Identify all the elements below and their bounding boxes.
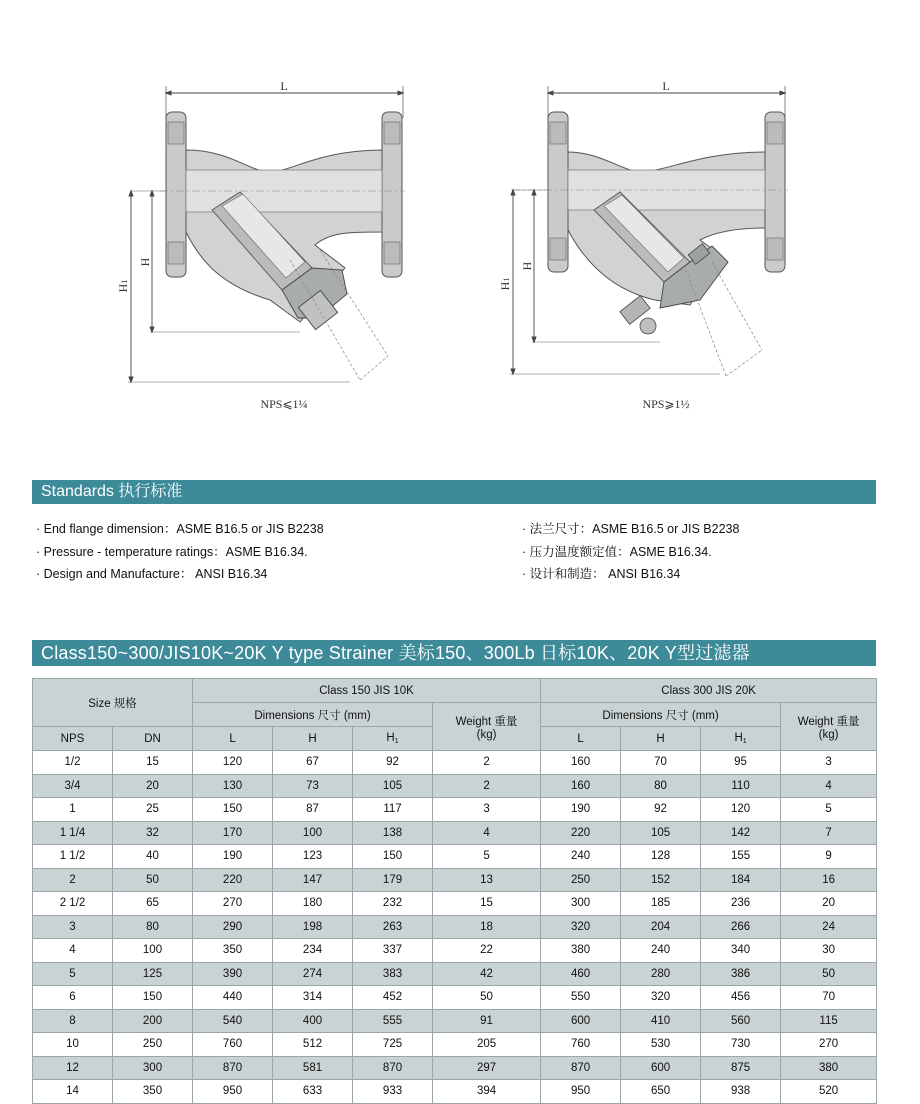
header-class300: Class 300 JIS 20K [541,679,877,703]
header-l-150: L [193,727,273,751]
cell-weight-150: 297 [433,1056,541,1080]
cell-l-150: 760 [193,1033,273,1057]
right-dim-l: L [662,79,670,93]
cell-dn: 350 [113,1080,193,1104]
standard-design-en: · Design and Manufacture： ANSI B16.34 [36,567,268,581]
header-weight-300: Weight 重量 (kg) [781,703,877,751]
header-dimensions-150: Dimensions 尺寸 (mm) [193,703,433,727]
cell-dn: 125 [113,962,193,986]
cell-l-150: 950 [193,1080,273,1104]
left-dim-l: L [280,79,288,93]
left-dim-h1: H1 [116,279,130,293]
cell-l-150: 220 [193,868,273,892]
cell-nps: 14 [33,1080,113,1104]
cell-l-300: 320 [541,915,621,939]
cell-dn: 65 [113,892,193,916]
cell-h-150: 67 [273,751,353,775]
cell-h-300: 600 [621,1056,701,1080]
cell-nps: 1 1/2 [33,845,113,869]
cell-weight-300: 50 [781,962,877,986]
cell-dn: 20 [113,774,193,798]
cell-h1-300: 110 [701,774,781,798]
standards-chinese-list [522,518,739,586]
cell-weight-150: 4 [433,821,541,845]
right-drawing [498,79,788,411]
cell-h1-300: 155 [701,845,781,869]
cell-l-300: 190 [541,798,621,822]
cell-h1-150: 383 [353,962,433,986]
cell-h1-150: 725 [353,1033,433,1057]
header-class150: Class 150 JIS 10K [193,679,541,703]
left-caption: NPS⩽1¼ [260,397,308,411]
table-row [33,774,877,798]
cell-weight-150: 5 [433,845,541,869]
table-row [33,868,877,892]
table-body [33,751,877,1104]
cell-l-300: 550 [541,986,621,1010]
cell-h1-150: 92 [353,751,433,775]
header-size: Size 规格 [33,679,193,727]
cell-h1-150: 179 [353,868,433,892]
cell-weight-150: 13 [433,868,541,892]
header-h-300: H [621,727,701,751]
cell-h1-150: 232 [353,892,433,916]
cell-h-150: 123 [273,845,353,869]
cell-h-150: 581 [273,1056,353,1080]
table-row [33,939,877,963]
header-nps: NPS [33,727,113,751]
cell-dn: 25 [113,798,193,822]
cell-nps: 6 [33,986,113,1010]
cell-h-150: 633 [273,1080,353,1104]
cell-weight-300: 5 [781,798,877,822]
cell-h-300: 105 [621,821,701,845]
cell-h1-300: 938 [701,1080,781,1104]
cell-h-300: 204 [621,915,701,939]
table-row [33,915,877,939]
cell-dn: 250 [113,1033,193,1057]
cell-l-300: 950 [541,1080,621,1104]
cell-l-150: 270 [193,892,273,916]
cell-h1-150: 138 [353,821,433,845]
table-row [33,845,877,869]
table-row [33,986,877,1010]
cell-l-150: 390 [193,962,273,986]
cell-weight-300: 16 [781,868,877,892]
table-row [33,1009,877,1033]
cell-h1-150: 150 [353,845,433,869]
cell-h1-300: 184 [701,868,781,892]
cell-l-300: 160 [541,751,621,775]
cell-h-150: 314 [273,986,353,1010]
cell-h-300: 128 [621,845,701,869]
standard-design-cn: · 设计和制造： ANSI B16.34 [522,567,681,581]
header-h1-300: H1 [701,727,781,751]
header-h1-150: H1 [353,727,433,751]
cell-l-300: 600 [541,1009,621,1033]
right-caption: NPS⩾1½ [642,397,690,411]
cell-dn: 15 [113,751,193,775]
table-title: Class150~300/JIS10K~20K Y type Strainer 美标150、300Lb 日标10K、20K Y型过滤器 [32,640,876,666]
header-dimensions-300: Dimensions 尺寸 (mm) [541,703,781,727]
cell-h1-300: 95 [701,751,781,775]
cell-h-300: 185 [621,892,701,916]
cell-h-300: 80 [621,774,701,798]
cell-l-300: 380 [541,939,621,963]
cell-weight-300: 115 [781,1009,877,1033]
cell-h-150: 234 [273,939,353,963]
cell-dn: 80 [113,915,193,939]
cell-h1-300: 120 [701,798,781,822]
cell-l-300: 160 [541,774,621,798]
cell-h1-150: 933 [353,1080,433,1104]
cell-h1-300: 560 [701,1009,781,1033]
cell-l-150: 440 [193,986,273,1010]
cell-weight-150: 394 [433,1080,541,1104]
cell-h1-150: 117 [353,798,433,822]
cell-weight-150: 2 [433,774,541,798]
cell-l-150: 150 [193,798,273,822]
table-row [33,798,877,822]
header-l-300: L [541,727,621,751]
table-row [33,1033,877,1057]
cell-nps: 5 [33,962,113,986]
cell-weight-300: 24 [781,915,877,939]
table-row [33,751,877,775]
left-drawing [116,79,405,411]
cell-h1-300: 340 [701,939,781,963]
cell-weight-150: 205 [433,1033,541,1057]
cell-weight-300: 3 [781,751,877,775]
standards-english-list [36,518,324,586]
header-weight-150: Weight 重量 (kg) [433,703,541,751]
cell-dn: 100 [113,939,193,963]
cell-h1-300: 456 [701,986,781,1010]
cell-nps: 3/4 [33,774,113,798]
table-row [33,1056,877,1080]
cell-l-300: 220 [541,821,621,845]
cell-h1-300: 236 [701,892,781,916]
standard-rating-en: · Pressure - temperature ratings：ASME B16.34. [36,544,308,559]
cell-h1-300: 730 [701,1033,781,1057]
cell-l-150: 540 [193,1009,273,1033]
cell-weight-150: 50 [433,986,541,1010]
cell-h-150: 274 [273,962,353,986]
cell-l-150: 350 [193,939,273,963]
cell-h1-300: 386 [701,962,781,986]
cell-dn: 32 [113,821,193,845]
standard-flange-cn: · 法兰尺寸：ASME B16.5 or JIS B2238 [522,522,740,536]
cell-h-150: 73 [273,774,353,798]
standard-flange-en: · End flange dimension：ASME B16.5 or JIS B2238 [36,522,324,536]
table-row [33,821,877,845]
cell-nps: 4 [33,939,113,963]
cell-dn: 200 [113,1009,193,1033]
cell-l-150: 290 [193,915,273,939]
cell-weight-300: 4 [781,774,877,798]
header-h-150: H [273,727,353,751]
cell-h1-300: 266 [701,915,781,939]
cell-weight-300: 270 [781,1033,877,1057]
cell-h-300: 650 [621,1080,701,1104]
cell-h-150: 147 [273,868,353,892]
cell-h-300: 530 [621,1033,701,1057]
standard-rating-cn: · 压力温度额定值：ASME B16.34. [522,544,712,559]
cell-weight-150: 18 [433,915,541,939]
cell-dn: 300 [113,1056,193,1080]
cell-weight-150: 15 [433,892,541,916]
cell-h-150: 512 [273,1033,353,1057]
strainer-drawings [0,0,920,440]
cell-h1-150: 263 [353,915,433,939]
standards-title: Standards 执行标准 [32,480,876,504]
cell-l-150: 170 [193,821,273,845]
cell-h1-150: 452 [353,986,433,1010]
cell-nps: 2 1/2 [33,892,113,916]
cell-h-150: 400 [273,1009,353,1033]
cell-nps: 1/2 [33,751,113,775]
cell-h-300: 70 [621,751,701,775]
cell-l-300: 870 [541,1056,621,1080]
cell-l-150: 120 [193,751,273,775]
header-dn: DN [113,727,193,751]
cell-h1-150: 105 [353,774,433,798]
cell-h-150: 180 [273,892,353,916]
cell-h-150: 100 [273,821,353,845]
cell-weight-300: 9 [781,845,877,869]
cell-h-300: 92 [621,798,701,822]
cell-h1-150: 555 [353,1009,433,1033]
cell-h-150: 87 [273,798,353,822]
cell-h-300: 240 [621,939,701,963]
table-row [33,892,877,916]
cell-nps: 12 [33,1056,113,1080]
table-row [33,1080,877,1104]
cell-weight-300: 7 [781,821,877,845]
cell-h1-150: 870 [353,1056,433,1080]
cell-h1-300: 142 [701,821,781,845]
cell-h-300: 320 [621,986,701,1010]
cell-l-300: 250 [541,868,621,892]
cell-nps: 10 [33,1033,113,1057]
cell-weight-150: 42 [433,962,541,986]
cell-weight-300: 20 [781,892,877,916]
cell-l-300: 760 [541,1033,621,1057]
cell-weight-300: 70 [781,986,877,1010]
cell-nps: 1 [33,798,113,822]
cell-h-300: 280 [621,962,701,986]
dimensions-table [32,678,877,1104]
table-row [33,962,877,986]
cell-dn: 150 [113,986,193,1010]
cell-l-150: 870 [193,1056,273,1080]
right-dim-h: H [520,261,534,271]
cell-l-300: 460 [541,962,621,986]
cell-l-150: 190 [193,845,273,869]
cell-l-300: 300 [541,892,621,916]
cell-weight-300: 380 [781,1056,877,1080]
cell-h1-300: 875 [701,1056,781,1080]
cell-weight-150: 91 [433,1009,541,1033]
cell-nps: 3 [33,915,113,939]
cell-h-300: 152 [621,868,701,892]
cell-nps: 1 1/4 [33,821,113,845]
cell-dn: 50 [113,868,193,892]
cell-h1-150: 337 [353,939,433,963]
cell-nps: 2 [33,868,113,892]
cell-l-150: 130 [193,774,273,798]
cell-weight-150: 22 [433,939,541,963]
cell-nps: 8 [33,1009,113,1033]
right-dim-h1: H1 [498,277,512,291]
cell-l-300: 240 [541,845,621,869]
left-dim-h: H [138,257,152,267]
cell-weight-150: 2 [433,751,541,775]
cell-dn: 40 [113,845,193,869]
cell-weight-300: 30 [781,939,877,963]
cell-weight-300: 520 [781,1080,877,1104]
cell-h-150: 198 [273,915,353,939]
cell-h-300: 410 [621,1009,701,1033]
cell-weight-150: 3 [433,798,541,822]
